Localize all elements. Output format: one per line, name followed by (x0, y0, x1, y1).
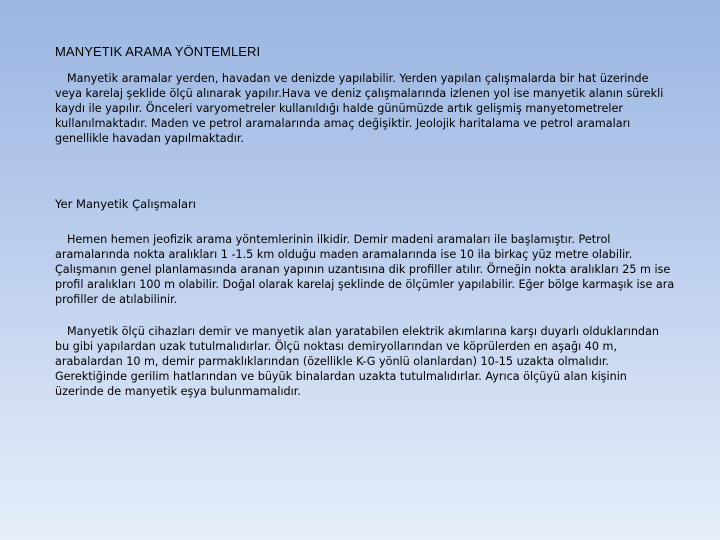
paragraph-intro (55, 71, 675, 146)
paragraph-ground-surveys-text: Hemen hemen jeofizik arama yöntemlerinin ilkidir. Demir madeni aramaları ile başlamıştır. Petrol aramalarında nokta aralıkları 1 -1.5 km olduğu maden aramalarında ise 10 ila birkaç yüz metre olabilir. Çalışmanın genel planlamasında aranan yapının uzantısına dik profiller atılır. Örneğin nokta aralıkları 25 m ise profil aralıkları 100 m olabilir. Doğal olarak karelaj şeklinde de ölçümler yapılabilir. Eğer bölge karmaşık ise ara profiller de atılabilinir. (55, 233, 675, 306)
paragraph-ground-surveys (55, 232, 675, 307)
paragraph-instruments (55, 324, 675, 399)
slide-title: MANYETIK ARAMA YÖNTEMLERI (55, 44, 261, 59)
paragraph-intro-text: Manyetik aramalar yerden, havadan ve denizde yapılabilir. Yerden yapılan çalışmalarda bir hat üzerinde veya karelaj şeklide ölçü alınarak yapılır.Hava ve deniz çalışmalarında izlenen yol ise manyetik alanın sürekli kaydı ile yapılır. Önceleri varyometreler kullanıldığı halde günümüzde artık gelişmiş manyetometreler kullanılmaktadır. Maden ve petrol aramalarında amaç değişiktir. Jeolojik haritalama ve petrol aramaları genellikle havadan yapılmaktadır. (55, 72, 664, 145)
section-heading: Yer Manyetik Çalışmaları (55, 197, 196, 211)
paragraph-instruments-text: Manyetik ölçü cihazları demir ve manyetik alan yaratabilen elektrik akımlarına karşı duyarlı olduklarından bu gibi yapılardan uzak tutulmalıdırlar. Ölçü noktası demiryollarından ve köprülerden en aşağı 40 m, arabalardan 10 m, demir parmaklıklarından (özellikle K-G yönlü olanlardan) 10-15 uzakta olmalıdır. Gerektiğinde gerilim hatlarından ve büyük binalardan uzakta tutulmalıdırlar. Ayrıca ölçüyü alan kişinin üzerinde de manyetik eşya bulunmamalıdır. (55, 325, 659, 398)
